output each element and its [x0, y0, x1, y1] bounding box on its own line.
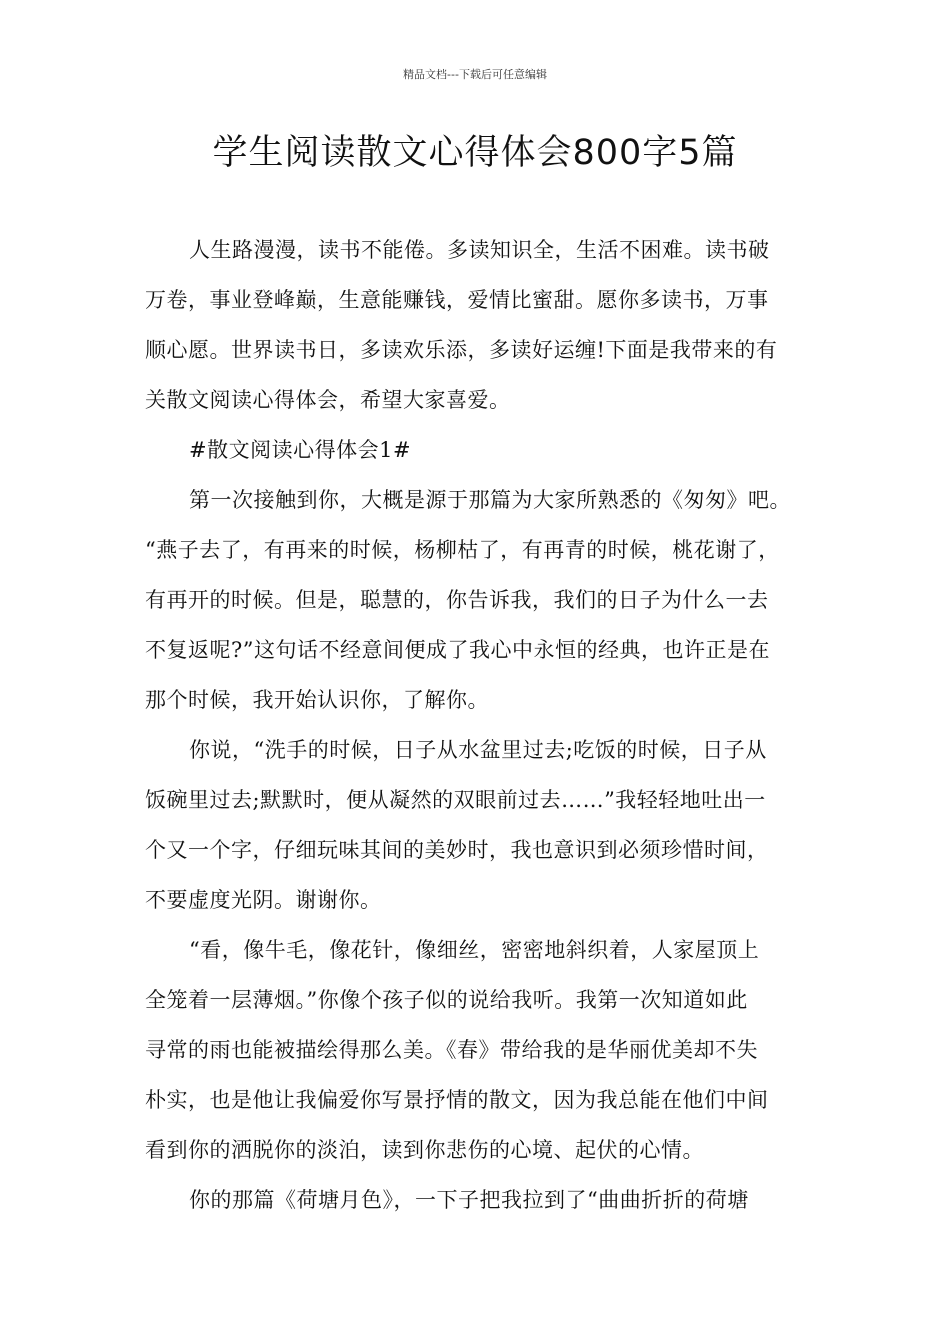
text-line: 顺心愿。世界读书日，多读欢乐添，多读好运缠!下面是我带来的有: [145, 338, 778, 362]
text-line: 朴实，也是他让我偏爱你写景抒情的散文，因为我总能在他们中间: [145, 1088, 769, 1112]
text-line: 那个时候，我开始认识你，了解你。: [145, 688, 489, 712]
text-line: 不复返呢?”这句话不经意间便成了我心中永恒的经典，也许正是在: [145, 638, 770, 662]
text-line: 不要虚度光阴。谢谢你。: [145, 888, 382, 912]
text-line: 关散文阅读心得体会，希望大家喜爱。: [145, 388, 511, 412]
text-line: “燕子去了，有再来的时候，杨柳枯了，有再青的时候，桃花谢了，: [145, 538, 780, 562]
document-title: 学生阅读散文心得体会800字5篇: [212, 133, 738, 173]
text-line: 你的那篇《荷塘月色》，一下子把我拉到了“曲曲折折的荷塘: [189, 1188, 749, 1212]
section-heading: #散文阅读心得体会1#: [189, 438, 412, 462]
text-line: 你说，“洗手的时候，日子从水盆里过去;吃饭的时候，日子从: [189, 738, 767, 762]
text-line: 人生路漫漫，读书不能倦。多读知识全，生活不困难。读书破: [189, 238, 770, 262]
text-line: 饭碗里过去;默默时，便从凝然的双眼前过去……”我轻轻地吐出一: [145, 788, 766, 812]
text-line: 万卷，事业登峰巅，生意能赚钱，爱情比蜜甜。愿你多读书，万事: [145, 288, 769, 312]
text-line: 全笼着一层薄烟。”你像个孩子似的说给我听。我第一次知道如此: [145, 988, 748, 1012]
text-line: 寻常的雨也能被描绘得那么美。《春》带给我的是华丽优美却不失: [145, 1038, 758, 1062]
text-line: 看到你的洒脱你的淡泊，读到你悲伤的心境、起伏的心情。: [145, 1138, 704, 1162]
text-line: “看，像牛毛，像花针，像细丝，密密地斜织着，人家屋顶上: [189, 938, 760, 962]
text-line: 有再开的时候。但是，聪慧的，你告诉我，我们的日子为什么一去: [145, 588, 769, 612]
text-line: 个又一个字，仔细玩味其间的美妙时，我也意识到必须珍惜时间，: [145, 838, 769, 862]
text-line: 第一次接触到你，大概是源于那篇为大家所熟悉的《匆匆》吧。: [189, 488, 791, 512]
header-note: 精品文档---下载后可任意编辑: [403, 68, 547, 81]
